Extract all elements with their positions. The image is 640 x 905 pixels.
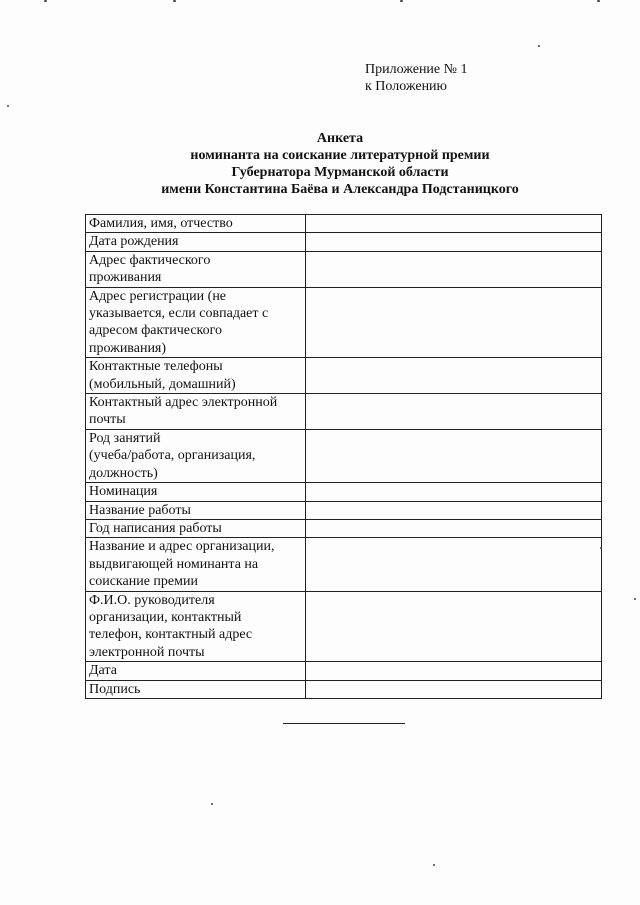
scan-speck [173,0,176,2]
scan-speck [538,45,540,47]
form-field-label-text: Адрес регистрации (не указывается, если совпадает с адресом фактического проживания) [89,288,269,356]
form-field-label [86,591,306,662]
form-field-value[interactable] [306,358,602,394]
form-field-label-text: Номинация [89,484,158,500]
questionnaire-table [85,214,602,699]
form-field-value[interactable] [306,483,602,501]
scan-speck [400,0,403,2]
form-row [86,680,602,698]
footer-divider [283,723,405,724]
form-field-value[interactable] [306,429,602,482]
annex-header [365,61,468,95]
form-row [86,429,602,482]
form-field-label [86,215,306,233]
title-line-2: номинанта на соискание литературной премии [190,148,490,163]
form-field-label-text: Дата [89,663,117,679]
form-field-value[interactable] [306,215,602,233]
questionnaire-body [86,215,602,699]
form-field-label-text: Дата рождения [89,234,179,250]
form-row [86,287,602,358]
scan-speck [211,803,213,805]
form-field-label [86,251,306,287]
form-field-label-text: Род занятий (учеба/работа, организация, должность) [89,430,256,481]
scan-speck [7,105,9,107]
form-field-label [86,501,306,519]
form-row [86,662,602,680]
form-field-label [86,538,306,591]
title-line-3: Губернатора Мурманской области [231,165,449,180]
form-row [86,501,602,519]
form-row [86,591,602,662]
form-field-label-text: Название и адрес организации, выдвигающей номинанта на соискание премии [89,539,275,590]
title-line-4: имени Константина Баёва и Александра Подстаницкого [161,182,519,197]
form-field-value[interactable] [306,394,602,430]
form-field-value[interactable] [306,591,602,662]
form-field-label-text: Адрес фактического проживания [89,252,211,286]
scan-speck [597,0,600,2]
annex-reference: к Положению [365,79,448,94]
form-field-label [86,662,306,680]
form-row [86,394,602,430]
form-row [86,519,602,537]
form-field-label-text: Название работы [89,502,191,518]
form-field-label [86,519,306,537]
form-field-label-text: Контактный адрес электронной почты [89,395,278,428]
form-field-value[interactable] [306,233,602,251]
form-field-label-text: Год написания работы [89,520,222,536]
form-field-label-text: Ф.И.О. руководителя организации, контактный телефон, контактный адрес электронной почты [89,592,253,660]
scan-speck [44,0,47,2]
form-field-value[interactable] [306,519,602,537]
form-row [86,251,602,287]
form-field-value[interactable] [306,662,602,680]
form-field-value[interactable] [306,680,602,698]
scan-speck [600,547,602,549]
form-field-label-text: Подпись [89,681,141,697]
title-line-1: Анкета [316,131,364,146]
form-field-label [86,483,306,501]
scan-speck [433,864,435,866]
form-row [86,358,602,394]
form-field-label [86,680,306,698]
form-field-label [86,233,306,251]
form-field-label-text: Контактные телефоны (мобильный, домашний) [89,359,236,392]
form-field-value[interactable] [306,251,602,287]
annex-number: Приложение № 1 [365,62,468,77]
scan-speck [634,598,636,600]
form-field-value[interactable] [306,287,602,358]
form-row [86,538,602,591]
form-row [86,233,602,251]
form-field-label [86,394,306,430]
form-row [86,215,602,233]
form-field-value[interactable] [306,538,602,591]
form-field-label-text: Фамилия, имя, отчество [89,216,233,231]
form-field-label [86,429,306,482]
form-field-label [86,287,306,358]
form-field-value[interactable] [306,501,602,519]
form-field-label [86,358,306,394]
document-title [60,130,620,198]
form-row [86,483,602,501]
